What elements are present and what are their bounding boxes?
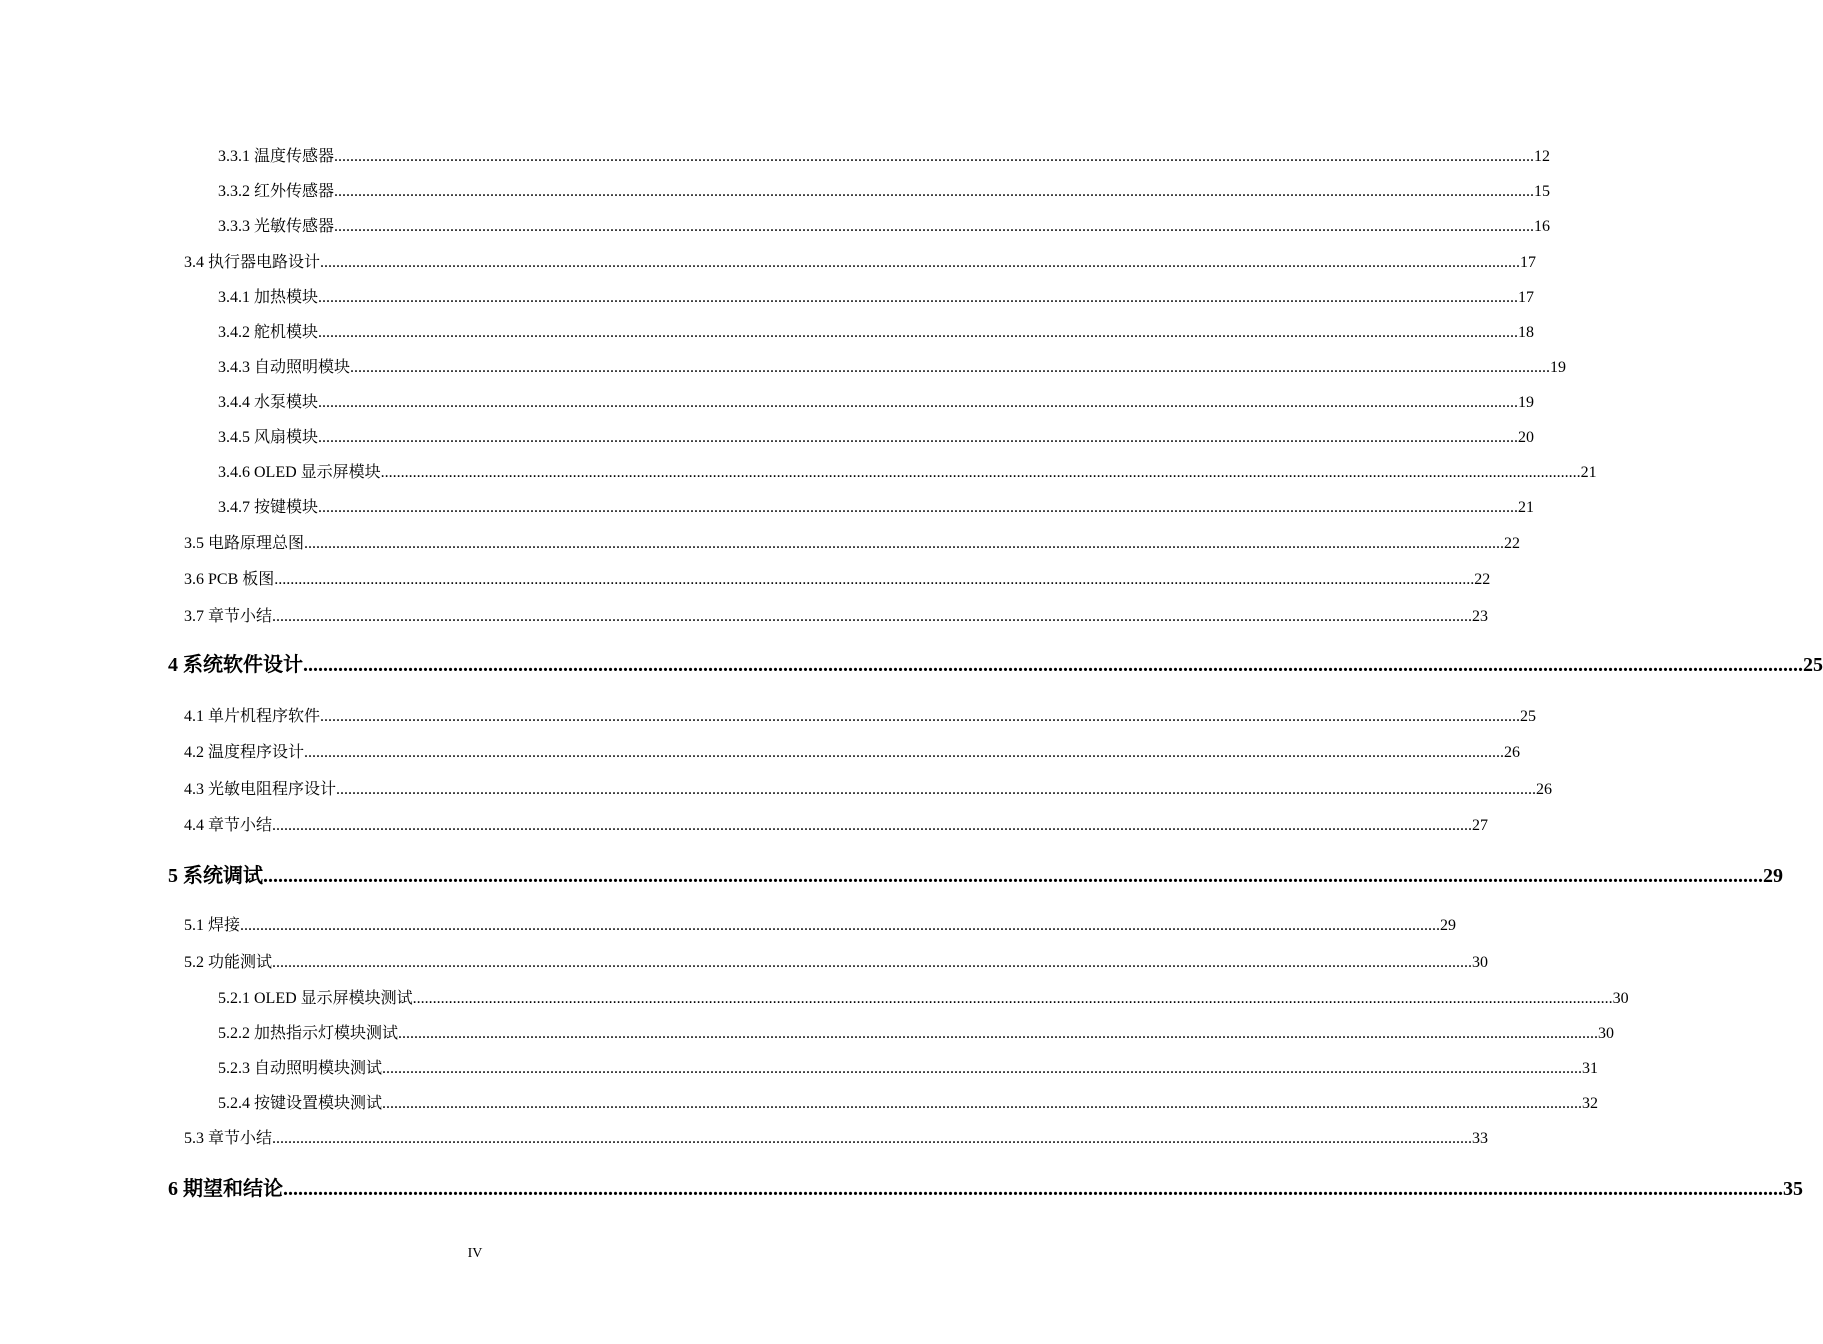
toc-entry[interactable] (184, 816, 1489, 836)
toc-entry-title: 4 系统软件设计 (168, 654, 303, 676)
dot-leader: ............................................................................................................................................................................................................................................................................................................ (263, 865, 1763, 887)
toc-entry[interactable] (184, 534, 1521, 554)
toc-entry[interactable] (184, 916, 1457, 936)
toc-entry-page: 19 (1550, 359, 1567, 376)
toc-entry[interactable] (218, 147, 1551, 167)
dot-leader: ............................................................................................................................................................................................................................................................................................................ (318, 429, 1519, 446)
toc-entry-title: 5 系统调试 (168, 865, 263, 887)
page-number: IV (467, 1246, 483, 1261)
toc-entry-title: 3.4.2 舵机模块 (218, 324, 319, 341)
toc-entry[interactable] (218, 463, 1597, 483)
toc-entry[interactable] (184, 607, 1489, 627)
dot-leader: ............................................................................................................................................................................................................................................................................................................ (318, 289, 1519, 306)
toc-entry[interactable] (184, 570, 1491, 590)
toc-entry-page: 23 (1472, 608, 1489, 625)
dot-leader: ............................................................................................................................................................................................................................................................................................................ (412, 990, 1613, 1007)
toc-entry[interactable] (218, 217, 1551, 237)
toc-entry-title: 4.3 光敏电阻程序设计 (184, 781, 337, 798)
toc-entry[interactable] (218, 1059, 1599, 1079)
toc-entry-title: 3.4.6 OLED 显示屏模块 (218, 464, 381, 481)
toc-entry[interactable] (218, 989, 1629, 1009)
dot-leader: ............................................................................................................................................................................................................................................................................................................ (350, 359, 1551, 376)
toc-entry[interactable] (184, 253, 1537, 273)
toc-entry[interactable] (218, 428, 1535, 448)
toc-entry-page: 30 (1472, 954, 1489, 971)
toc-entry-title: 4.4 章节小结 (184, 817, 273, 834)
toc-entry-page: 33 (1472, 1130, 1489, 1147)
toc-entry-page: 20 (1518, 429, 1535, 446)
toc-entry-title: 5.2.4 按键设置模块测试 (218, 1095, 383, 1112)
dot-leader: ............................................................................................................................................................................................................................................................................................................ (334, 218, 1535, 235)
toc-entry-title: 3.3.3 光敏传感器 (218, 218, 335, 235)
toc-entry-page: 31 (1582, 1060, 1599, 1077)
toc-entry[interactable] (184, 780, 1553, 800)
toc-entry-title: 5.1 焊接 (184, 917, 241, 934)
toc-entry-page: 21 (1518, 499, 1535, 516)
toc-chapter-entry[interactable] (168, 864, 1783, 888)
toc-entry[interactable] (184, 1129, 1489, 1149)
toc-entry[interactable] (218, 393, 1535, 413)
toc-entry[interactable] (218, 288, 1535, 308)
toc-entry-page: 16 (1534, 218, 1551, 235)
toc-entry-page: 29 (1440, 917, 1457, 934)
dot-leader: ............................................................................................................................................................................................................................................................................................................ (304, 535, 1505, 552)
dot-leader: ............................................................................................................................................................................................................................................................................................................ (283, 1178, 1783, 1200)
toc-entry-page: 17 (1518, 289, 1535, 306)
dot-leader: ............................................................................................................................................................................................................................................................................................................ (380, 464, 1581, 481)
toc-entry-page: 22 (1474, 571, 1491, 588)
toc-entry-title: 3.7 章节小结 (184, 608, 273, 625)
toc-entry[interactable] (184, 953, 1489, 973)
toc-entry[interactable] (218, 182, 1551, 202)
dot-leader: ............................................................................................................................................................................................................................................................................................................ (382, 1095, 1583, 1112)
dot-leader: ............................................................................................................................................................................................................................................................................................................ (334, 148, 1535, 165)
toc-entry-page: 30 (1612, 990, 1629, 1007)
dot-leader: ............................................................................................................................................................................................................................................................................................................ (303, 654, 1803, 676)
toc-entry[interactable] (218, 1024, 1615, 1044)
toc-entry-page: 19 (1518, 394, 1535, 411)
toc-entry-page: 25 (1520, 708, 1537, 725)
toc-entry-title: 5.2.3 自动照明模块测试 (218, 1060, 383, 1077)
toc-entry[interactable] (218, 358, 1567, 378)
dot-leader: ............................................................................................................................................................................................................................................................................................................ (318, 499, 1519, 516)
dot-leader: ............................................................................................................................................................................................................................................................................................................ (318, 394, 1519, 411)
toc-entry-title: 5.2 功能测试 (184, 954, 273, 971)
dot-leader: ............................................................................................................................................................................................................................................................................................................ (304, 744, 1505, 761)
toc-entry-page: 26 (1536, 781, 1553, 798)
toc-entry-title: 3.3.1 温度传感器 (218, 148, 335, 165)
toc-entry[interactable] (184, 707, 1537, 727)
toc-entry-title: 4.1 单片机程序软件 (184, 708, 321, 725)
toc-entry-title: 3.5 电路原理总图 (184, 535, 305, 552)
toc-chapter-entry[interactable] (168, 1177, 1803, 1201)
dot-leader: ............................................................................................................................................................................................................................................................................................................ (382, 1060, 1583, 1077)
dot-leader: ............................................................................................................................................................................................................................................................................................................ (398, 1025, 1599, 1042)
toc-entry-page: 26 (1504, 744, 1521, 761)
toc-entry-page: 35 (1783, 1178, 1803, 1200)
toc-entry-title: 3.4 执行器电路设计 (184, 254, 321, 271)
toc-entry[interactable] (184, 743, 1521, 763)
toc-entry-page: 21 (1580, 464, 1597, 481)
toc-entry-page: 27 (1472, 817, 1489, 834)
toc-entry-title: 3.4.1 加热模块 (218, 289, 319, 306)
dot-leader: ............................................................................................................................................................................................................................................................................................................ (320, 254, 1521, 271)
dot-leader: ............................................................................................................................................................................................................................................................................................................ (240, 917, 1441, 934)
toc-entry-title: 3.4.4 水泵模块 (218, 394, 319, 411)
toc-entry-page: 15 (1534, 183, 1551, 200)
toc-entry-title: 5.3 章节小结 (184, 1130, 273, 1147)
toc-entry-title: 5.2.2 加热指示灯模块测试 (218, 1025, 399, 1042)
toc-entry-page: 30 (1598, 1025, 1615, 1042)
dot-leader: ............................................................................................................................................................................................................................................................................................................ (272, 1130, 1473, 1147)
dot-leader: ............................................................................................................................................................................................................................................................................................................ (272, 608, 1473, 625)
dot-leader: ............................................................................................................................................................................................................................................................................................................ (334, 183, 1535, 200)
toc-entry-page: 32 (1582, 1095, 1599, 1112)
toc-entry-title: 3.4.5 风扇模块 (218, 429, 319, 446)
toc-entry-page: 29 (1763, 865, 1783, 887)
toc-chapter-entry[interactable] (168, 653, 1823, 677)
toc-entry-title: 3.4.7 按键模块 (218, 499, 319, 516)
dot-leader: ............................................................................................................................................................................................................................................................................................................ (318, 324, 1519, 341)
toc-entry-title: 3.6 PCB 板图 (184, 571, 275, 588)
dot-leader: ............................................................................................................................................................................................................................................................................................................ (320, 708, 1521, 725)
toc-entry[interactable] (218, 323, 1535, 343)
toc-entry-page: 17 (1520, 254, 1537, 271)
dot-leader: ............................................................................................................................................................................................................................................................................................................ (272, 954, 1473, 971)
dot-leader: ............................................................................................................................................................................................................................................................................................................ (274, 571, 1475, 588)
toc-entry-title: 6 期望和结论 (168, 1178, 283, 1200)
toc-entry-title: 5.2.1 OLED 显示屏模块测试 (218, 990, 413, 1007)
toc-entry-page: 12 (1534, 148, 1551, 165)
toc-entry-title: 3.4.3 自动照明模块 (218, 359, 351, 376)
toc-entry[interactable] (218, 498, 1535, 518)
toc-entry-title: 3.3.2 红外传感器 (218, 183, 335, 200)
toc-entry-title: 4.2 温度程序设计 (184, 744, 305, 761)
dot-leader: ............................................................................................................................................................................................................................................................................................................ (336, 781, 1537, 798)
dot-leader: ............................................................................................................................................................................................................................................................................................................ (272, 817, 1473, 834)
toc-entry-page: 18 (1518, 324, 1535, 341)
toc-entry[interactable] (218, 1094, 1599, 1114)
toc-entry-page: 22 (1504, 535, 1521, 552)
toc-entry-page: 25 (1803, 654, 1823, 676)
